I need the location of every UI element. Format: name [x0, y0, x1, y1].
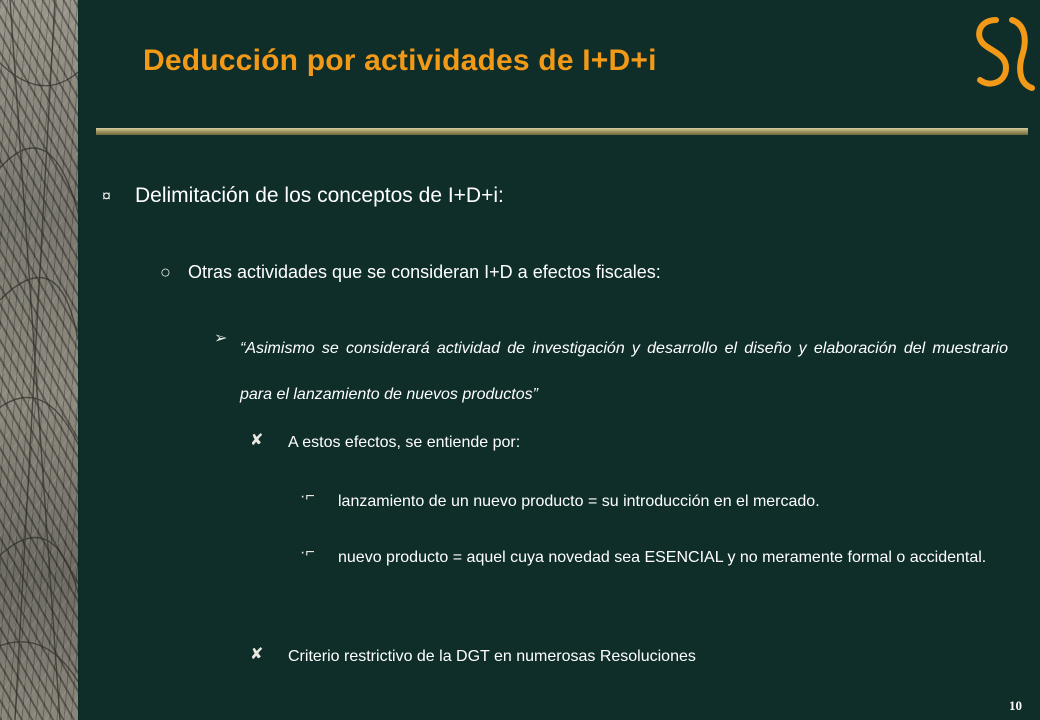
page-number: 10 — [1009, 698, 1022, 713]
cross-mark-icon: ✘ — [250, 646, 264, 663]
square-star-icon: ¤ — [102, 188, 111, 205]
logo-icon — [962, 8, 1040, 96]
bullet-level1-text: Delimitación de los conceptos de I+D+i: — [135, 184, 504, 207]
decorative-texture-strip — [0, 0, 78, 720]
arrowhead-icon: ➢ — [214, 330, 228, 347]
slide-title: Deducción por actividades de I+D+i — [143, 44, 657, 77]
bullet-level5-text: lanzamiento de un nuevo producto = su introducción en el mercado. — [338, 493, 820, 510]
bullet-level3-quote: “Asimismo se considerará actividad de investigación y desarrollo el diseño y elaboración del muestrario para el lanzamiento de nuevos productos” — [240, 340, 1008, 403]
cross-mark-icon: ✘ — [250, 432, 264, 449]
bullet-level4-text: A estos efectos, se entiende por: — [288, 434, 521, 451]
bullet-level2-text: Otras actividades que se consideran I+D a efectos fiscales: — [188, 262, 661, 282]
bullet-level4-text: Criterio restrictivo de la DGT en numerosas Resoluciones — [288, 648, 696, 665]
dotted-corner-icon: ·⌐ — [300, 544, 315, 561]
ring-icon: ○ — [160, 262, 171, 282]
title-divider — [96, 128, 1028, 135]
texture-arcs — [0, 0, 78, 720]
bullet-level5-text: nuevo producto = aquel cuya novedad sea ESENCIAL y no meramente formal o accidental. — [338, 549, 987, 566]
dotted-corner-icon: ·⌐ — [300, 488, 315, 505]
